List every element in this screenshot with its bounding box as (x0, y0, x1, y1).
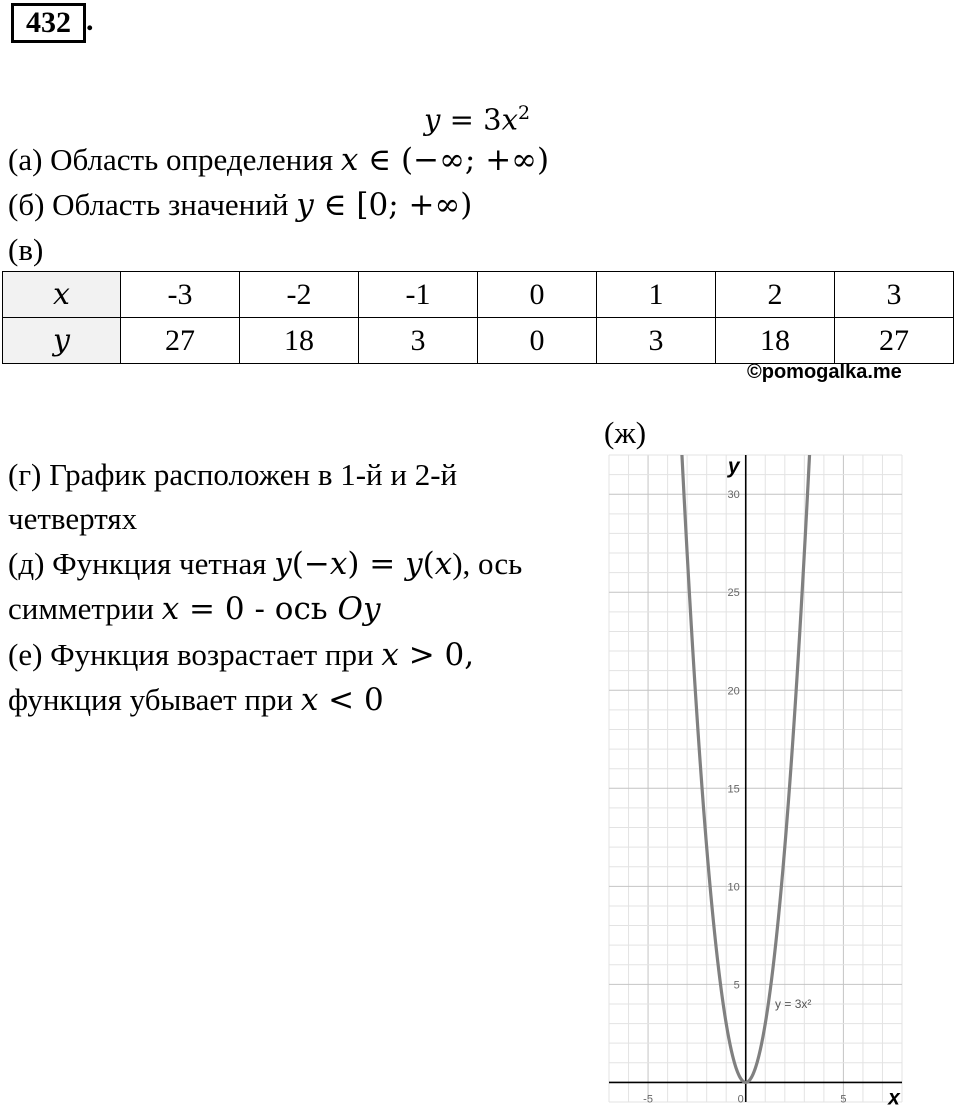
table-cell: 18 (240, 318, 359, 364)
formula-var: x (501, 102, 518, 137)
x-tick-label: 0 (737, 1093, 744, 1105)
item-d-x1: x (329, 546, 348, 582)
y-tick-label: 10 (727, 881, 740, 894)
table-cell: -1 (359, 272, 478, 318)
table-cell: 3 (359, 318, 478, 364)
item-d-close2: ), ось (452, 546, 523, 581)
watermark: ©pomogalka.me (747, 361, 902, 383)
item-a-rest: ∈ (−∞; +∞) (358, 142, 550, 178)
item-a-label: (а) Область определения (8, 142, 341, 177)
item-d-x2: x (434, 546, 453, 582)
item-d-line2-b: = 0 - ось (179, 591, 338, 627)
formula-exponent: 2 (517, 102, 531, 124)
y-tick-label: 30 (727, 489, 740, 502)
table-cell: -2 (240, 272, 359, 318)
table-header-y: y (3, 318, 121, 364)
item-e-line1-b: > 0, (398, 637, 475, 673)
item-e-line2-b: < 0 (318, 682, 384, 718)
item-e-line1-a: (е) Функция возрастает при (8, 637, 382, 672)
formula-lhs: y (424, 102, 441, 137)
table-cell: 1 (597, 272, 716, 318)
problem-number-dot: . (86, 4, 94, 37)
item-e-line1-x: x (381, 637, 399, 673)
item-b-rest: ∈ [0; +∞) (313, 187, 473, 223)
item-d-arg2: ( (422, 546, 435, 582)
item-d-line2-x: x (161, 591, 180, 627)
table-cell: -3 (121, 272, 240, 318)
item-d-line2-a: симметрии (8, 591, 162, 626)
item-d-fn2: y (405, 546, 423, 582)
problem-number: 432 (11, 3, 86, 43)
item-e-line2-a: функция убывает при (8, 682, 301, 717)
formula-eq: = 3 (440, 102, 502, 137)
table-cell: 0 (478, 318, 597, 364)
y-tick-label: 25 (727, 587, 740, 600)
item-d-close1: ) = (347, 546, 406, 582)
item-g-line1: (г) График расположен в 1-й и 2-й (8, 457, 458, 492)
table-cell: 2 (716, 272, 835, 318)
item-d-label: (д) Функция четная (8, 546, 275, 581)
x-tick-label: 5 (840, 1093, 847, 1105)
curve-label: y = 3x² (775, 996, 812, 1011)
y-tick-label: 20 (727, 685, 740, 698)
item-d-arg1: (− (291, 546, 330, 582)
table-cell: 27 (121, 318, 240, 364)
x-axis-label: x (888, 1086, 900, 1105)
y-tick-label: 5 (733, 979, 740, 992)
item-b-var: y (296, 187, 314, 223)
table-cell: 27 (835, 318, 954, 364)
item-d-fn1: y (274, 546, 292, 582)
table-cell: 0 (478, 272, 597, 318)
item-d-line2-o: Oy (337, 591, 381, 627)
table-cell: 3 (597, 318, 716, 364)
item-b-label: (б) Область значений (8, 187, 297, 222)
y-tick-label: 15 (727, 783, 740, 796)
table-cell: 18 (716, 318, 835, 364)
item-e-line2-x: x (300, 682, 319, 718)
item-v-label: (в) (8, 232, 44, 267)
item-zh-label: (ж) (604, 415, 647, 450)
item-g-line2: четвертях (8, 501, 138, 536)
y-axis-label: y (727, 455, 740, 478)
table-header-x: x (3, 272, 121, 318)
item-a-var: x (340, 142, 359, 178)
table-cell: 3 (835, 272, 954, 318)
x-tick-label: -5 (643, 1093, 653, 1105)
